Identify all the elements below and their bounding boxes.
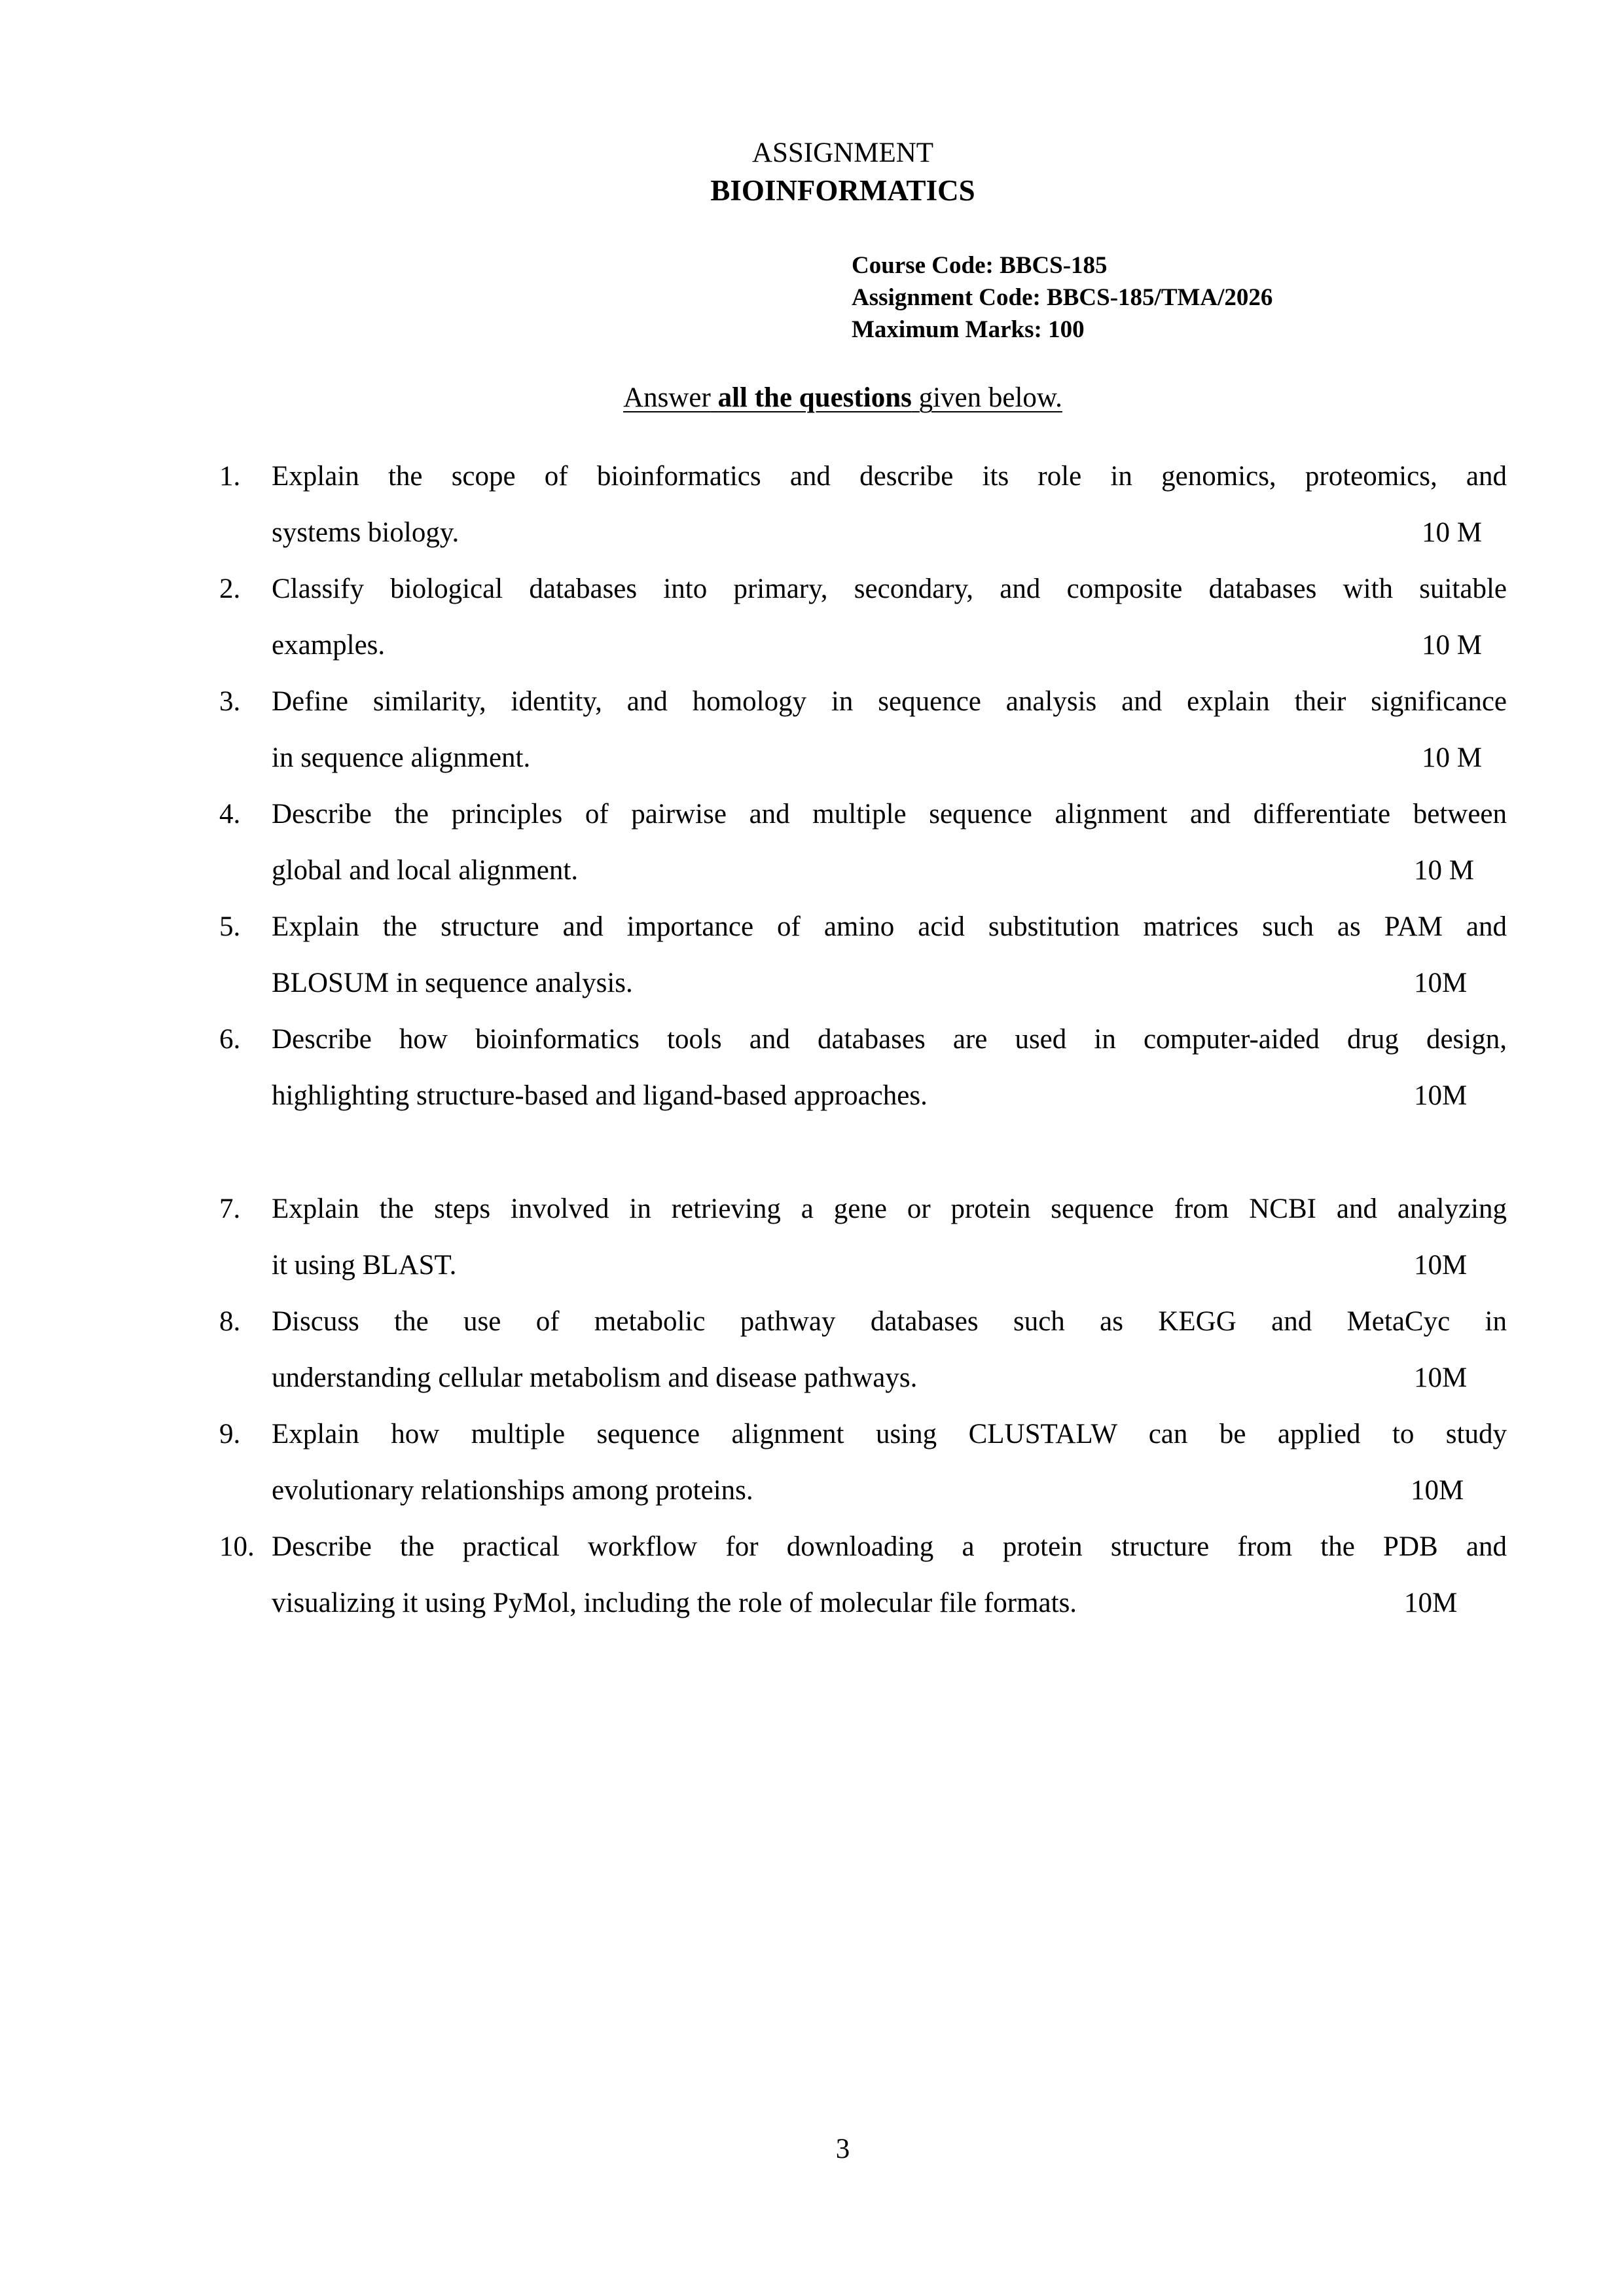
course-meta-block: [852, 249, 1272, 346]
document-type: ASSIGNMENT: [751, 137, 934, 168]
question-marks: 10 M: [1422, 742, 1482, 773]
question-number: 3.: [219, 686, 241, 717]
question-text-line-2: visualizing it using PyMol, including the role of molecular file formats.: [272, 1588, 1077, 1618]
question-text-line-2: systems biology.: [272, 517, 460, 548]
question-marks: 10M: [1414, 1080, 1468, 1111]
question-text-line-1: Discuss the use of metabolic pathway databases such as KEGG and MetaCyc in: [272, 1306, 1507, 1337]
page-number: 3: [835, 2134, 850, 2164]
question-text-line-1: Explain the scope of bioinformatics and describe its role in genomics, proteomics, and: [272, 461, 1507, 492]
question-text-line-1: Explain how multiple sequence alignment using CLUSTALW can be applied to study: [272, 1419, 1507, 1449]
question-marks: 10M: [1414, 1250, 1468, 1281]
instruction-emphasis: all the questions: [717, 382, 912, 413]
maximum-marks: Maximum Marks: 100: [852, 316, 1085, 343]
assignment-code: Assignment Code: BBCS-185/TMA/2026: [852, 284, 1273, 311]
question-number: 1.: [219, 461, 241, 492]
instruction-suffix: given below.: [918, 382, 1062, 413]
question-number: 6.: [219, 1024, 241, 1055]
question-text-line-1: Explain the structure and importance of amino acid substitution matrices such as PAM and: [272, 911, 1507, 942]
question-number: 10.: [219, 1531, 255, 1562]
question-text-line-2: in sequence alignment.: [272, 742, 531, 773]
question-text-line-2: global and local alignment.: [272, 855, 579, 886]
question-number: 4.: [219, 799, 241, 829]
document-subject-title: BIOINFORMATICS: [710, 174, 975, 207]
question-text-line-1: Classify biological databases into primary, secondary, and composite databases with suitable: [272, 574, 1507, 604]
question-text-line-2: BLOSUM in sequence analysis.: [272, 968, 633, 998]
question-number: 5.: [219, 911, 241, 942]
question-text-line-2: evolutionary relationships among proteins.: [272, 1475, 753, 1506]
question-text-line-1: Describe how bioinformatics tools and databases are used in computer-aided drug design,: [272, 1024, 1507, 1055]
question-text-line-1: Describe the principles of pairwise and multiple sequence alignment and differentiate between: [272, 799, 1507, 829]
question-text-line-2: understanding cellular metabolism and disease pathways.: [272, 1362, 918, 1393]
question-marks: 10M: [1404, 1588, 1458, 1618]
question-marks: 10 M: [1422, 630, 1482, 661]
question-text-line-2: it using BLAST.: [272, 1250, 457, 1281]
question-marks: 10M: [1414, 1362, 1468, 1393]
course-code: Course Code: BBCS-185: [852, 252, 1108, 279]
question-text-line-1: Explain the steps involved in retrieving a gene or protein sequence from NCBI and analyzing: [272, 1194, 1507, 1224]
question-number: 7.: [219, 1194, 241, 1224]
question-marks: 10M: [1411, 1475, 1464, 1506]
question-text-line-2: examples.: [272, 630, 386, 661]
question-text-line-1: Define similarity, identity, and homology in sequence analysis and explain their significance: [272, 686, 1507, 717]
question-marks: 10 M: [1422, 517, 1482, 548]
question-text-line-1: Describe the practical workflow for downloading a protein structure from the PDB and: [272, 1531, 1507, 1562]
question-number: 8.: [219, 1306, 241, 1337]
question-number: 9.: [219, 1419, 241, 1449]
question-text-line-2: highlighting structure-based and ligand-based approaches.: [272, 1080, 928, 1111]
instruction-prefix: Answer: [623, 382, 711, 413]
question-marks: 10M: [1414, 968, 1468, 998]
instruction-line: [0, 378, 1624, 418]
question-number: 2.: [219, 574, 241, 604]
question-marks: 10 M: [1414, 855, 1474, 886]
